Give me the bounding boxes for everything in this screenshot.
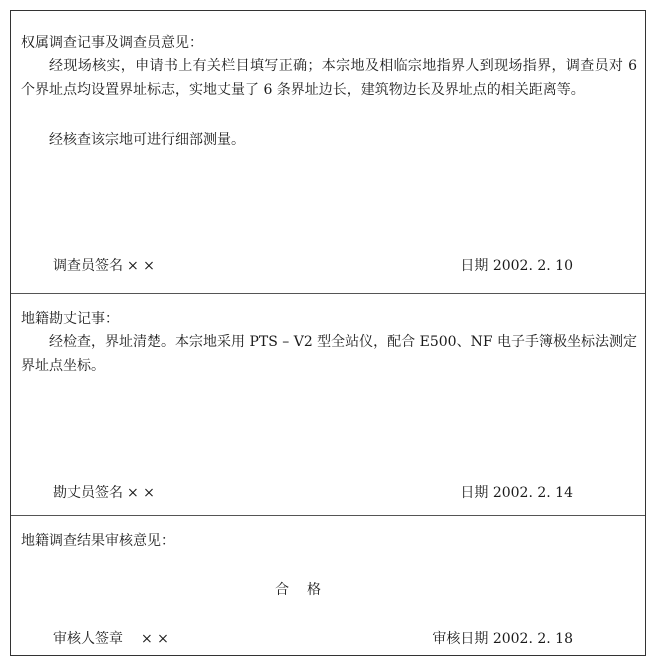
cadastral-survey-form bbox=[10, 10, 646, 656]
survey-record-heading: 地籍勘丈记事： bbox=[21, 311, 119, 327]
surveyor-signature bbox=[53, 256, 155, 276]
measurement-date: 日期 2002. 2. 14 bbox=[460, 485, 573, 501]
reviewer-signature-value: × × bbox=[141, 631, 169, 647]
review-result: 合格 bbox=[275, 582, 339, 598]
reviewer-signature-label: 审核人签章 bbox=[53, 631, 123, 647]
measurer-signature bbox=[53, 483, 155, 503]
review-heading: 地籍调查结果审核意见： bbox=[21, 533, 175, 549]
survey-record-section bbox=[11, 294, 645, 516]
review-section bbox=[11, 516, 645, 655]
review-date: 审核日期 2002. 2. 18 bbox=[432, 631, 573, 647]
reviewer-signature bbox=[53, 629, 169, 649]
surveyor-signature-value: × × bbox=[127, 258, 155, 274]
measurer-signature-label: 勘丈员签名 bbox=[53, 485, 123, 501]
surveyor-signature-label: 调查员签名 bbox=[53, 258, 123, 274]
measurer-signature-value: × × bbox=[127, 485, 155, 501]
survey-record-paragraph: 经检查，界址清楚。本宗地采用 PTS – V2 型全站仪，配合 E500、NF 电子手簿极坐标法测定界址点坐标。 bbox=[21, 334, 637, 374]
ownership-survey-section bbox=[11, 11, 645, 294]
ownership-survey-conclusion: 经核查该宗地可进行细部测量。 bbox=[49, 132, 245, 148]
ownership-survey-paragraph: 经现场核实，申请书上有关栏目填写正确；本宗地及相临宗地指界人到现场指界，调查员对 6 个界址点均设置界址标志，实地丈量了 6 条界址边长，建筑物边长及界址点的相关距离等。 bbox=[21, 58, 637, 98]
survey-date: 日期 2002. 2. 10 bbox=[460, 258, 573, 274]
ownership-survey-heading: 权属调查记事及调查员意见： bbox=[21, 35, 203, 51]
